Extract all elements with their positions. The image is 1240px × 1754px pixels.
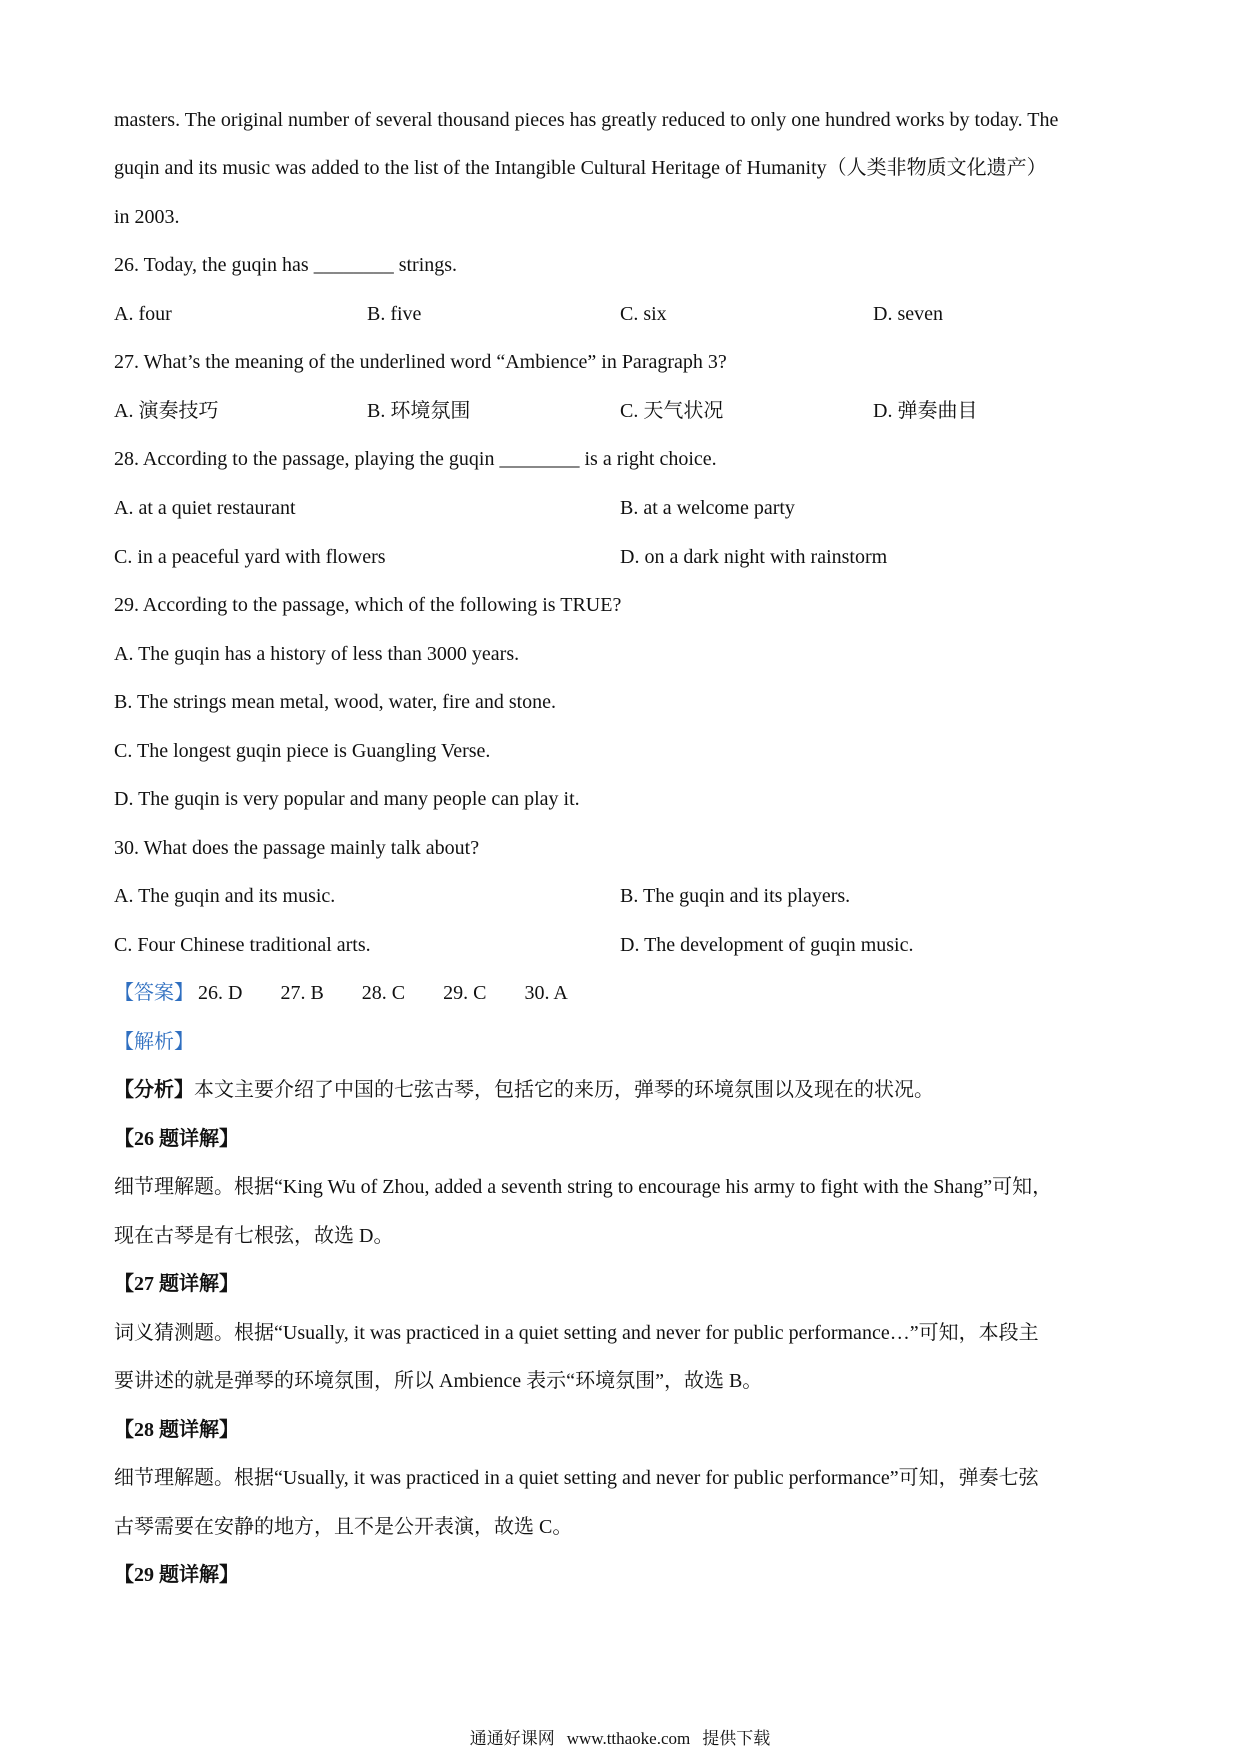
option-d: D. seven <box>873 303 943 325</box>
q26-detail-text: 细节理解题。根据“King Wu of Zhou, added a seventh string to encourage his army to fight with the Shang”可知， <box>114 1176 1053 1198</box>
option-c: C. Four Chinese traditional arts. <box>114 934 371 956</box>
q28-detail-text: 古琴需要在安静的地方，且不是公开表演，故选 C。 <box>114 1516 573 1538</box>
question-28-options-row2 <box>114 545 1134 569</box>
analysis-label: 【解析】 <box>114 1031 194 1053</box>
option-b: B. 环境氛围 <box>367 400 471 422</box>
q28-detail-label: 【28 题详解】 <box>114 1419 239 1441</box>
passage-line: guqin and its music was added to the list of the Intangible Cultural Heritage of Humanity（人类非物质文化遗产） <box>114 157 1047 179</box>
option-d: D. 弹奏曲目 <box>873 400 978 422</box>
option-a: A. four <box>114 303 172 325</box>
answer-item: 29. C <box>443 982 487 1004</box>
answer-item: 27. B <box>280 982 324 1004</box>
question-30-stem: 30. What does the passage mainly talk about? <box>114 837 480 859</box>
footer-website-link[interactable]: www.tthaoke.com <box>566 1729 691 1748</box>
question-28-options-row1 <box>114 496 1134 520</box>
passage-line: in 2003. <box>114 206 180 228</box>
option-c: C. six <box>620 303 667 325</box>
option-a: A. at a quiet restaurant <box>114 497 296 519</box>
option-b: B. The strings mean metal, wood, water, fire and stone. <box>114 691 557 713</box>
option-a: A. The guqin has a history of less than 3000 years. <box>114 643 520 665</box>
q26-detail-label: 【26 题详解】 <box>114 1128 239 1150</box>
passage-line: masters. The original number of several thousand pieces has greatly reduced to only one hundred works by today. The <box>114 109 1059 131</box>
answer-key <box>114 981 1134 1005</box>
q27-detail-text: 要讲述的就是弹琴的环境氛围，所以 Ambience 表示“环境氛围”，故选 B。 <box>114 1370 763 1392</box>
option-b: B. five <box>367 303 422 325</box>
q27-detail-text: 词义猜测题。根据“Usually, it was practiced in a quiet setting and never for public performance…”可知，本段主 <box>114 1322 1039 1344</box>
question-26-stem: 26. Today, the guqin has ________ strings. <box>114 254 458 276</box>
question-28-stem: 28. According to the passage, playing the guqin ________ is a right choice. <box>114 448 717 470</box>
summary-text: 本文主要介绍了中国的七弦古琴，包括它的来历，弹琴的环境氛围以及现在的状况。 <box>194 1079 934 1101</box>
analysis-summary <box>114 1078 1134 1102</box>
answer-item: 26. D <box>198 982 243 1004</box>
option-a: A. The guqin and its music. <box>114 885 336 907</box>
option-c: C. 天气状况 <box>620 400 724 422</box>
answer-item: 30. A <box>524 982 568 1004</box>
q27-detail-label: 【27 题详解】 <box>114 1273 239 1295</box>
question-30-options-row1 <box>114 884 1134 908</box>
summary-label: 【分析】 <box>114 1079 194 1101</box>
option-b: B. The guqin and its players. <box>620 885 851 907</box>
option-d: D. on a dark night with rainstorm <box>620 546 888 568</box>
option-c: C. in a peaceful yard with flowers <box>114 546 386 568</box>
q28-detail-text: 细节理解题。根据“Usually, it was practiced in a quiet setting and never for public performance”可知，弹奏七弦 <box>114 1467 1039 1489</box>
option-a: A. 演奏技巧 <box>114 400 219 422</box>
answer-item: 28. C <box>361 982 406 1004</box>
question-30-options-row2 <box>114 933 1134 957</box>
option-d: D. The guqin is very popular and many people can play it. <box>114 788 580 810</box>
question-29-stem: 29. According to the passage, which of the following is TRUE? <box>114 594 622 616</box>
q29-detail-label: 【29 题详解】 <box>114 1564 239 1586</box>
option-b: B. at a welcome party <box>620 497 795 519</box>
answer-label: 【答案】 <box>114 982 194 1004</box>
page-footer <box>0 1729 1240 1749</box>
option-c: C. The longest guqin piece is Guangling Verse. <box>114 740 491 762</box>
question-27-stem: 27. What’s the meaning of the underlined word “Ambience” in Paragraph 3? <box>114 351 727 373</box>
footer-brand: 通通好课网 <box>469 1729 555 1748</box>
footer-note: 提供下载 <box>702 1729 771 1748</box>
q26-detail-text: 现在古琴是有七根弦，故选 D。 <box>114 1225 394 1247</box>
option-d: D. The development of guqin music. <box>620 934 914 956</box>
